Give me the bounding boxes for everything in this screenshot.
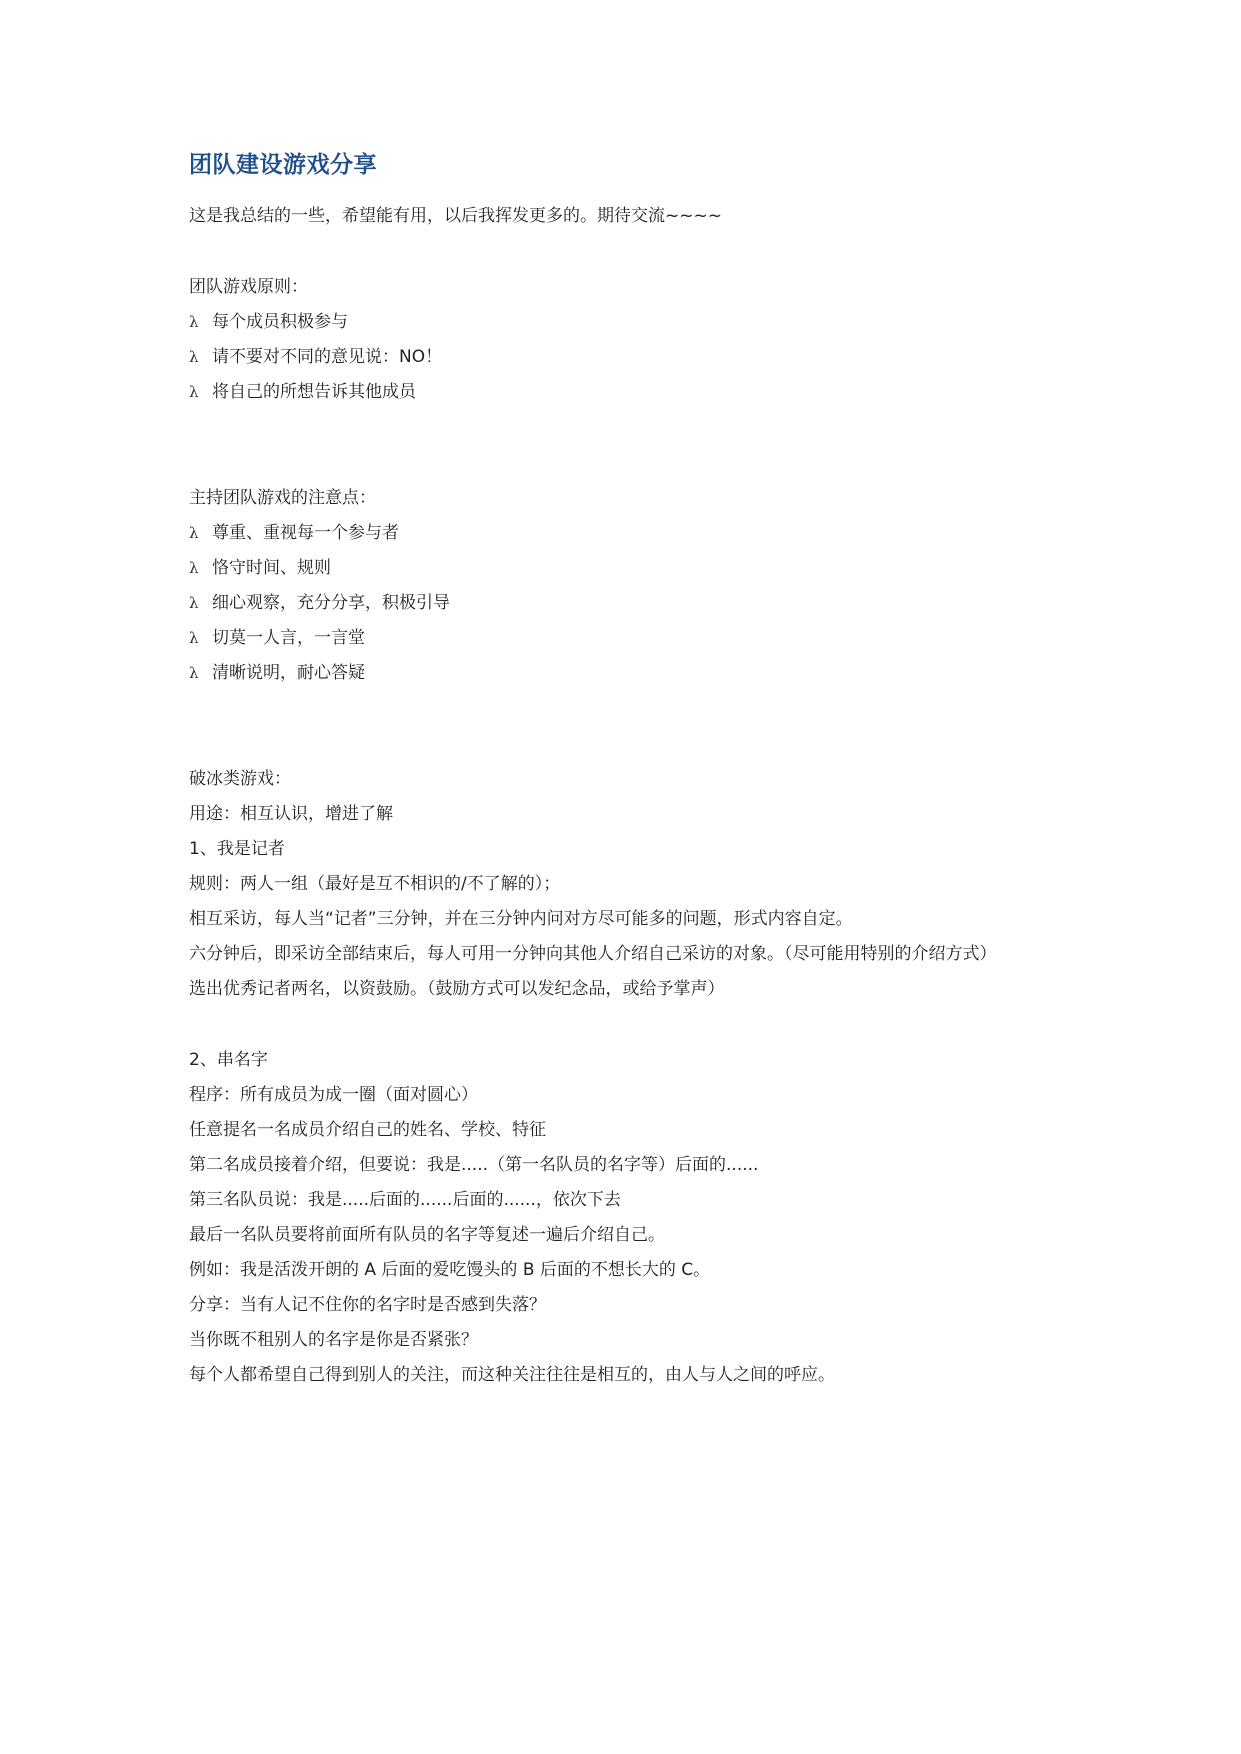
principle-item bbox=[189, 311, 348, 333]
game-rule-line: 六分钟后，即采访全部结束后，每人可用一分钟向其他人介绍自己采访的对象。（尽可能用特别的介绍方式） bbox=[189, 944, 997, 964]
game-rule-line: 任意提名一名成员介绍自己的姓名、学校、特征 bbox=[189, 1120, 546, 1140]
lambda-bullet-icon: λ bbox=[189, 383, 199, 401]
game-rule-line: 例如：我是活泼开朗的 A 后面的爱吃馒头的 B 后面的不想长大的 C。 bbox=[189, 1260, 711, 1280]
icebreaker-purpose: 用途：相互认识，增进了解 bbox=[189, 804, 393, 824]
game-rule-line: 第二名成员接着介绍，但要说：我是.....（第一名队员的名字等）后面的...... bbox=[189, 1155, 759, 1175]
lambda-bullet-icon: λ bbox=[189, 524, 199, 542]
game-rule-line: 当你既不租别人的名字是你是否紧张？ bbox=[189, 1330, 478, 1350]
host-note-item-text: 恪守时间、规则 bbox=[212, 558, 331, 578]
principle-item-text: 每个成员积极参与 bbox=[212, 312, 348, 332]
game-rule-line: 程序：所有成员为成一圈（面对圆心） bbox=[189, 1085, 478, 1105]
principles-heading: 团队游戏原则： bbox=[189, 277, 308, 297]
intro-text: 这是我总结的一些，希望能有用，以后我挥发更多的。期待交流~~~~ bbox=[189, 206, 722, 226]
principle-item-text: 将自己的所想告诉其他成员 bbox=[212, 382, 416, 402]
game-title: 1、我是记者 bbox=[189, 839, 285, 859]
game-title: 2、串名字 bbox=[189, 1050, 268, 1070]
host-note-item bbox=[189, 557, 331, 579]
game-rule-line: 分享：当有人记不住你的名字时是否感到失落？ bbox=[189, 1295, 546, 1315]
lambda-bullet-icon: λ bbox=[189, 348, 199, 366]
lambda-bullet-icon: λ bbox=[189, 629, 199, 647]
principle-item bbox=[189, 381, 416, 403]
principle-item-text: 请不要对不同的意见说：NO！ bbox=[212, 347, 443, 367]
principle-item bbox=[189, 346, 442, 368]
host-notes-heading: 主持团队游戏的注意点： bbox=[189, 488, 376, 508]
game-rule-line: 相互采访，每人当“记者”三分钟，并在三分钟内问对方尽可能多的问题，形式内容自定。 bbox=[189, 909, 853, 929]
document-title: 团队建设游戏分享 bbox=[189, 152, 377, 178]
host-note-item bbox=[189, 592, 450, 614]
host-note-item bbox=[189, 522, 399, 544]
icebreaker-heading: 破冰类游戏： bbox=[189, 769, 291, 789]
host-note-item bbox=[189, 662, 365, 684]
host-note-item-text: 尊重、重视每一个参与者 bbox=[212, 523, 399, 543]
lambda-bullet-icon: λ bbox=[189, 594, 199, 612]
game-rule-line: 最后一名队员要将前面所有队员的名字等复述一遍后介绍自己。 bbox=[189, 1225, 665, 1245]
host-note-item-text: 切莫一人言，一言堂 bbox=[212, 628, 365, 648]
lambda-bullet-icon: λ bbox=[189, 664, 199, 682]
lambda-bullet-icon: λ bbox=[189, 313, 199, 331]
game-rule-line: 第三名队员说：我是.....后面的......后面的......，依次下去 bbox=[189, 1190, 621, 1210]
lambda-bullet-icon: λ bbox=[189, 559, 199, 577]
host-note-item bbox=[189, 627, 365, 649]
game-rule-line: 选出优秀记者两名，以资鼓励。（鼓励方式可以发纪念品，或给予掌声） bbox=[189, 979, 725, 999]
game-rule-line: 每个人都希望自己得到别人的关注，而这种关注往往是相互的，由人与人之间的呼应。 bbox=[189, 1365, 835, 1385]
game-rule-line: 规则：两人一组（最好是互不相识的/不了解的）； bbox=[189, 874, 561, 894]
host-note-item-text: 清晰说明，耐心答疑 bbox=[212, 663, 365, 683]
host-note-item-text: 细心观察，充分分享，积极引导 bbox=[212, 593, 450, 613]
